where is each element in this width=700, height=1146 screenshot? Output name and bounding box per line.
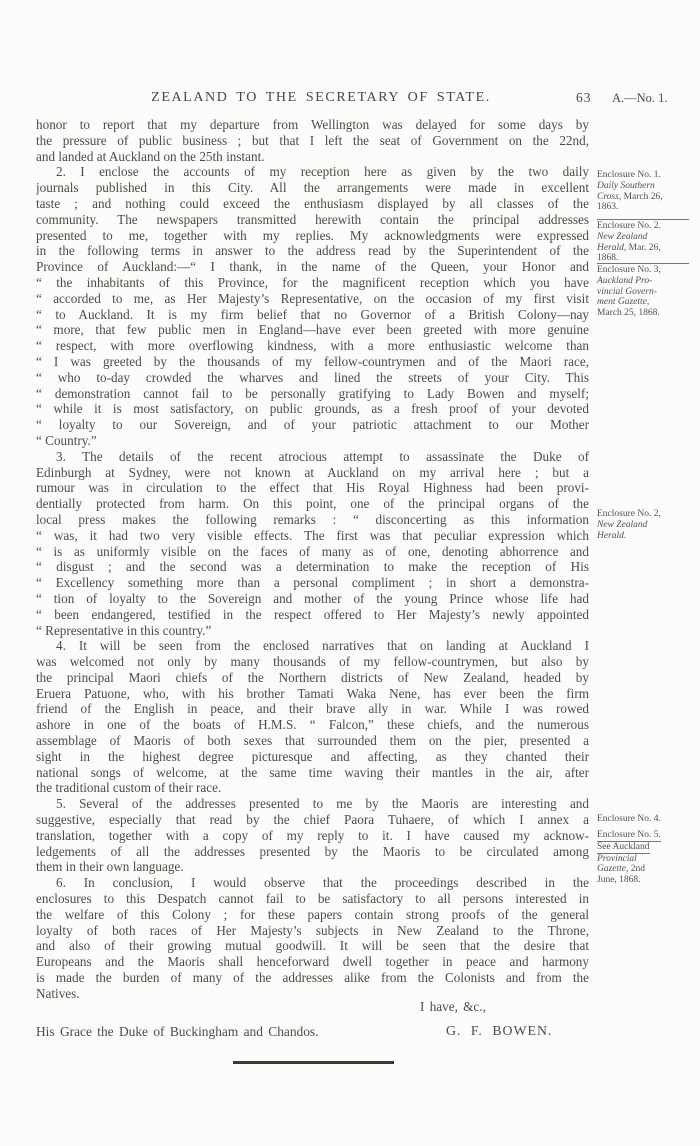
text-line: “ was, it had two very visible effects. The first was that peculiar expression which [36, 527, 589, 543]
text-line: “ Country.” [36, 432, 97, 448]
margin-note-line: Herald, Mar. 26, [597, 242, 661, 253]
text-line: ashore in one of the boats of H.M.S. “ Falcon,” these chiefs, and the numerous [36, 717, 589, 733]
text-line: 3. The details of the recent atrocious attempt to assassinate the Duke of [56, 448, 589, 464]
text-line: in the following terms in answer to the address read by the Superintendent of the [36, 243, 589, 259]
text-line: “ while it is most satisfactory, on public grounds, as a fresh proof of your devoted [36, 401, 589, 417]
text-line: Eruera Patuone, who, with his brother Tamati Waka Nene, has ever been the firm [36, 685, 589, 701]
text-line: is made the burden of many of the addresses alike from the Colonists and from the [36, 970, 589, 986]
text-line: loyalty of both races of Her Majesty’s subjects in New Zealand to the Throne, [36, 922, 589, 938]
margin-note [597, 219, 697, 264]
margin-note-line: Enclosure No. 5. [597, 830, 661, 840]
end-rule [233, 1061, 394, 1064]
text-line: them in their own language. [36, 859, 184, 875]
margin-note-line: Auckland Pro- [597, 275, 653, 286]
text-line: the pressure of public business ; but that I left the seat of Government on the 22nd, [36, 132, 589, 148]
page-number: 63 [576, 90, 592, 105]
text-line: suggestive, especially that read by the chief Paora Tuhaere, of which I annex a [36, 812, 589, 828]
text-line: journals published in this City. All the arrangements were made in excellent [36, 180, 589, 196]
page-title: ZEALAND TO THE SECRETARY OF STATE. [151, 90, 491, 105]
margin-note [597, 509, 697, 541]
margin-note-line: See Auckland [597, 841, 650, 852]
body-text [36, 117, 589, 1002]
text-line: 2. I enclose the accounts of my reception here as given by the two daily [56, 164, 589, 180]
text-line: “ Excellency something more than a personal compliment ; in short a demonstra- [36, 575, 589, 591]
margin-note-line: Daily Southern [597, 180, 655, 191]
margin-note-line: Cross, March 26, [597, 191, 663, 202]
text-line: “ to Auckland. It is my firm belief that no Governor of a British Colony—nay [36, 306, 589, 322]
text-line: the welfare of this Colony ; for these papers contain strong proofs of the general [36, 906, 589, 922]
text-line: “ accorded to me, as Her Majesty’s Representative, on the occasion of my first visit [36, 290, 589, 306]
text-line: dentially protected from harm. On this point, one of the principal organs of the [36, 496, 589, 512]
text-line: “ been endangered, testified in the respect offered to Her Majesty’s newly appointed [36, 606, 589, 622]
margin-note-line: Enclosure No. 4. [597, 814, 661, 824]
text-line: Province of Auckland:—“ I thank, in the name of the Queen, your Honor and [36, 259, 589, 275]
text-line: “ who to-day crowded the wharves and lined the streets of your City. This [36, 369, 589, 385]
text-line: “ the inhabitants of this Province, for the magnificent reception which you have [36, 274, 589, 290]
margin-note-line: ment Gazette, [597, 297, 650, 308]
text-line: local press makes the following remarks : “ disconcerting as this information [36, 511, 589, 527]
addressee: His Grace the Duke of Buckingham and Chandos. [36, 1024, 319, 1039]
margin-note [597, 830, 697, 886]
margin-note [597, 814, 697, 825]
text-line: “ loyalty to our Sovereign, and of your patriotic attachment to our Mother [36, 417, 589, 433]
margin-note-line: March 25, 1868. [597, 308, 660, 319]
text-line: ledgements of all the addresses presented by the Maoris to be circulated among [36, 843, 589, 859]
margin-note-line: New Zealand [597, 519, 648, 530]
text-line: Natives. [36, 985, 80, 1001]
margin-note-line: New Zealand [597, 231, 648, 242]
text-line: community. The newspapers transmitted herewith contain the principal addresses [36, 211, 589, 227]
margin-note-line: 1863. [597, 202, 619, 213]
text-line: 5. Several of the addresses presented to me by the Maoris are interesting and [56, 796, 589, 812]
text-line: was welcomed not only by many thousands of my fellow-countrymen, but also by [36, 654, 589, 670]
margin-note-line: Enclosure No. 2, [597, 509, 661, 519]
text-line: the traditional custom of their race. [36, 780, 222, 796]
margin-note-rule [597, 263, 689, 264]
text-line: “ more, that few public men in England—have ever been greeted with more genuine [36, 322, 589, 338]
margin-note [597, 263, 697, 319]
text-line: “ disgust ; and the second was a determination to make the reception of His [36, 559, 589, 575]
text-line: taste ; and nothing could exceed the enthusiasm displayed by all classes of the [36, 195, 589, 211]
signature: G. F. BOWEN. [446, 1023, 553, 1038]
valediction: I have, &c., [420, 999, 486, 1014]
text-line: the principal Maori chiefs of the Northern districts of New Zealand, headed by [36, 669, 589, 685]
margin-note-line: Provincial [597, 853, 637, 864]
text-line: “ I was greeted by the thousands of my fellow-countrymen and of the Maori race, [36, 353, 589, 369]
text-line: “ tion of loyalty to the Sovereign and mother of the young Prince whose life had [36, 590, 589, 606]
text-line: assemblage of Maoris of both sexes that surrounded them on the pier, presented a [36, 733, 589, 749]
text-line: rumour was in circulation to the effect that His Royal Highness had been provi- [36, 480, 589, 496]
document-reference: A.—No. 1. [612, 91, 668, 105]
text-line: sight in the highest degree picturesque and affecting, as they chanted their [36, 748, 589, 764]
margin-note-rule [597, 219, 689, 220]
margin-note-line: Enclosure No. 2. [597, 221, 661, 231]
text-line: enclosures to this Despatch cannot fail to be satisfactory to all persons interested in [36, 891, 589, 907]
text-line: and landed at Auckland on the 25th instant. [36, 148, 265, 164]
text-line: Europeans and the Maoris shall henceforward dwell together in peace and harmony [36, 954, 589, 970]
text-line: “ Representative in this country.” [36, 622, 212, 638]
text-line: presented to me, together with my replies. My acknowledgments were expressed [36, 227, 589, 243]
margin-note-line: vincial Govern- [597, 286, 657, 297]
text-line: “ respect, with more overflowing kindness, with a more enthusiastic welcome than [36, 338, 589, 354]
text-line: honor to report that my departure from Wellington was delayed for some days by [36, 117, 589, 132]
margin-note [597, 170, 697, 213]
margin-note-line: June, 1868. [597, 875, 641, 886]
margin-note-line: 1868. [597, 253, 619, 264]
text-line: friend of the English in peace, and their brave ally in war. While I was rowed [36, 701, 589, 717]
text-line: and also of their growing mutual goodwill. It will be seen that the desire that [36, 938, 589, 954]
text-line: national songs of welcome, at the same time waving their mantles in the air, after [36, 764, 589, 780]
text-line: 4. It will be seen from the enclosed narratives that on landing at Auckland I [56, 638, 589, 654]
text-line: Edinburgh at Sydney, were not known at Auckland on my arrival here ; but a [36, 464, 589, 480]
text-line: translation, together with a copy of my reply to it. I have caused my acknow- [36, 827, 589, 843]
margin-note-line: Enclosure No. 3, [597, 265, 661, 275]
text-line: “ is as uniformly visible on the faces of many as of one, denoting abhorrence and [36, 543, 589, 559]
margin-note-line: Enclosure No. 1. [597, 170, 661, 180]
margin-note-line: Gazette, 2nd [597, 864, 646, 875]
margin-note-line: Herald. [597, 530, 627, 541]
text-line: 6. In conclusion, I would observe that the proceedings described in the [56, 875, 589, 891]
text-line: “ demonstration cannot fail to be personally gratifying to Lady Bowen and myself; [36, 385, 589, 401]
